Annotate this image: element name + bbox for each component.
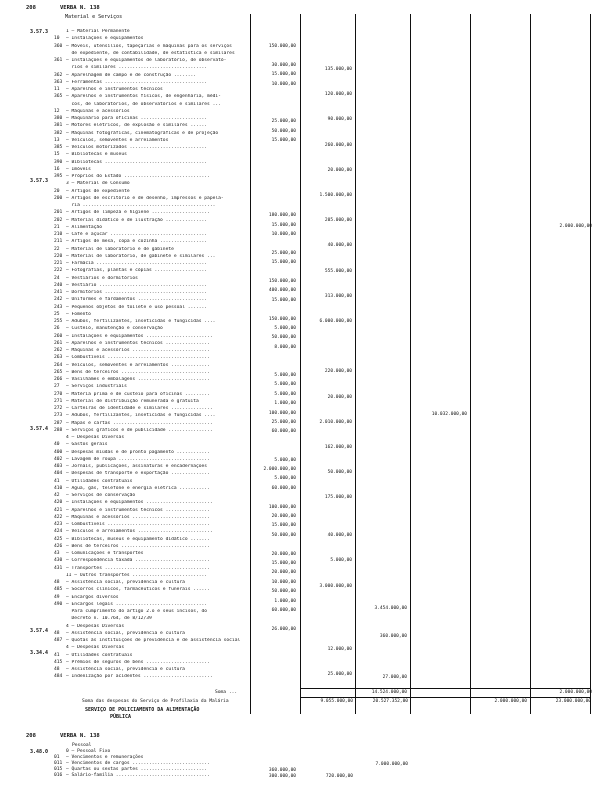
line-item-text: — Combustíveis ..................................... xyxy=(66,522,210,527)
column-rule-2 xyxy=(300,14,301,714)
column-rule-1 xyxy=(250,14,251,714)
section-line-text: — Salário-família .................................. xyxy=(66,773,210,778)
column-1-value: 5.000,00 xyxy=(274,457,296,463)
column-1-value: 60.000,00 xyxy=(271,485,296,491)
line-item-text: — Máquinas e acessórios ............................ xyxy=(66,514,210,520)
column-1-value: 5.000,00 xyxy=(274,373,296,378)
line-item-number: 425 xyxy=(54,536,63,542)
line-item-number: 48 xyxy=(54,667,60,672)
line-item-number: 48 xyxy=(54,580,60,585)
line-item-number: 243 xyxy=(54,304,63,310)
line-item-number: 255 xyxy=(54,319,63,324)
column-1-value: 15.000,00 xyxy=(271,561,296,566)
line-item-text: — Máquinas e acessórios ............................ xyxy=(66,348,210,353)
line-item-text: — Artigos de mesa, copa e cozinha ................. xyxy=(66,239,208,245)
column-2-value: 40.000,00 xyxy=(327,243,352,249)
line-item-number: 287 xyxy=(54,420,63,426)
column-1-value: 20.000,00 xyxy=(271,514,296,519)
total-rule xyxy=(300,688,590,689)
column-1-value: 30.000,00 xyxy=(271,62,296,68)
line-item-text: de expediente, de contabilidade, de estatística e similares xyxy=(66,50,235,56)
column-1-value: 15.000,00 xyxy=(271,260,296,266)
section-col2: 720.000,00 xyxy=(325,774,353,779)
line-item-text: — Instalações e equipamentos ........................ xyxy=(66,333,213,339)
line-item-text: — Bens de terceiros ................................ xyxy=(66,543,210,549)
line-item-number: 403 xyxy=(54,464,63,469)
column-1-value: 5.000,00 xyxy=(274,476,296,482)
line-item-number: 16 xyxy=(54,166,60,172)
line-item-number: 365 xyxy=(54,94,63,100)
line-item-number: 270 xyxy=(54,391,63,397)
line-item-text: cos, de laboratórios, de observatórios e similares ... xyxy=(66,101,221,107)
line-item-text: Para cumprimento do artigo 2.o e seus incisos, do xyxy=(66,609,208,614)
line-item-text: — Alimentação xyxy=(66,224,102,230)
column-2-value: 175.000,00 xyxy=(324,495,352,501)
line-item-number: 385 xyxy=(54,145,63,150)
line-item-text: — Aparelhos e instrumentos físicos, de engenharia, médi- xyxy=(66,94,221,100)
line-item-number: 12 xyxy=(54,108,60,114)
line-item-number: 426 xyxy=(54,543,63,549)
column-2-value: 135.000,00 xyxy=(324,67,352,72)
section-title-2: PÚBLICA xyxy=(110,714,132,720)
column-1-value: 25.000,00 xyxy=(271,119,296,125)
col3-value: 27.000,00 xyxy=(382,675,407,680)
column-rule-7 xyxy=(590,14,591,714)
line-item-text: — Comunicações e transportes xyxy=(66,551,144,556)
code-label: 3.34.4 xyxy=(30,650,49,656)
section-line-text: — Vencimentos de cargos ............................ xyxy=(66,761,210,766)
line-item-text: — Veículos motorizados ............................ xyxy=(66,145,208,150)
line-item-text: — Custeio, manutenção e conservação xyxy=(66,326,163,332)
line-item-number: 402 xyxy=(54,456,63,462)
line-item-text: — Veículos, semoventes e arreiamentos .............. xyxy=(66,362,210,368)
line-item-text: — Máquinas e acessórios xyxy=(66,108,130,114)
column-2-value: 20.000,00 xyxy=(327,394,352,400)
line-item-number: 21 xyxy=(54,224,60,230)
line-item-number: 381 xyxy=(54,123,63,129)
line-item-text: — Lavagem de roupa ................................. xyxy=(66,456,210,462)
line-item-text: — Vestiários e dormitórios xyxy=(66,275,138,281)
line-item-number: 273 xyxy=(54,413,63,419)
total-col3: 14.524.000,00 xyxy=(371,690,407,695)
line-item-text: — Bens de terceiros ................................ xyxy=(66,369,210,375)
line-item-text: — Assistência social, previdência e cultura xyxy=(66,667,185,672)
line-item-text: II — Outros transportes ........................... xyxy=(66,572,208,578)
column-1-value: 5.000,00 xyxy=(274,391,296,397)
section-pessoal: Pessoal xyxy=(72,743,92,748)
line-item-text: — Serviços industriais xyxy=(66,384,127,390)
line-item-text: — Próprios do Estado ............................... xyxy=(66,174,210,179)
line-item-number: 42 xyxy=(54,493,60,498)
column-1-value: 60.000,00 xyxy=(271,608,296,613)
line-item-number: 211 xyxy=(54,239,63,245)
line-item-number: 242 xyxy=(54,297,63,303)
line-item-number: 26 xyxy=(54,326,60,332)
column-1-value: 50.000,00 xyxy=(271,589,296,595)
line-item-text: 4 — Despesas Diversas xyxy=(66,623,125,629)
line-item-number: 431 xyxy=(54,565,63,571)
column-1-value: 15.000,00 xyxy=(271,222,296,228)
column-2-value: 260.000,00 xyxy=(324,142,352,148)
column-2-value: 1.500.000,00 xyxy=(319,193,352,198)
column-1-value: 15.000,00 xyxy=(271,297,296,303)
line-item-text: — Adubos, fertilizantes, inseticidas e fungicidas .... xyxy=(66,413,216,419)
line-item-number: 362 xyxy=(54,72,63,78)
column-2-value: 90.000,00 xyxy=(327,117,352,123)
column-1-value: 15.000,00 xyxy=(271,72,296,78)
column-1-value: 50.000,00 xyxy=(271,532,296,538)
line-item-text: — Adubos, fertilizantes, inseticidas e fungicidas .... xyxy=(66,319,216,324)
section-verba: VERBA N. 138 xyxy=(60,733,100,739)
column-1-value: 8.000,00 xyxy=(274,344,296,350)
line-item-number: 41 xyxy=(54,652,60,658)
line-item-number: 288 xyxy=(54,427,63,433)
section-title: SERVIÇO DE POLICIAMENTO DA ALIMENTAÇÃO xyxy=(85,707,200,713)
total-col3b: 20.527.352,00 xyxy=(372,699,408,704)
line-item-text: — Bibliotecas ..................................... xyxy=(66,159,208,165)
line-item-number: 266 xyxy=(54,377,63,382)
section-line-number: 015 xyxy=(54,767,63,772)
line-item-text: — Transportes ...................................... xyxy=(66,565,210,571)
line-item-number: 261 xyxy=(54,340,63,346)
line-item-number: 27 xyxy=(54,384,60,390)
line-item-text: — Utilidades contratuais xyxy=(66,652,133,658)
section-line-text: — Vencimentos e remunerações xyxy=(66,755,144,760)
line-item-number: 201 xyxy=(54,210,63,216)
line-item-number: 222 xyxy=(54,268,63,274)
line-item-text: — Aparelhagem de campo e de construção ........ xyxy=(66,72,196,78)
line-item-text: — Material didático e de ilustração ............... xyxy=(66,217,208,223)
line-item-number: 484 xyxy=(54,674,63,680)
line-item-text: — Máquinas fotográficas, cinematográficas e de projeção xyxy=(66,130,219,136)
line-item-text: — Utilidades contratuais xyxy=(66,478,133,484)
line-item-number: 221 xyxy=(54,261,63,266)
column-1-value: 150.000,00 xyxy=(268,44,296,49)
code-label: 3.57.3 xyxy=(30,178,49,184)
column-1-value: 26.000,00 xyxy=(271,626,296,632)
column-rule-6 xyxy=(530,14,531,714)
column-1-value: 180.000,00 xyxy=(268,213,296,219)
line-item-text: — Instalações e equipamentos xyxy=(66,36,144,42)
column-1-value: 150.000,00 xyxy=(268,279,296,284)
column-2-value: 5.000,00 xyxy=(330,558,352,564)
column-rule-4 xyxy=(410,14,411,714)
line-item-number: 10 xyxy=(54,36,60,42)
column-1-value: 25.000,00 xyxy=(271,420,296,425)
section-line-number: 011 xyxy=(54,761,63,766)
column-1-value: 5.000,00 xyxy=(274,382,296,388)
line-item-text: — Encargos legais ................................. xyxy=(66,601,208,607)
column-rule-5 xyxy=(470,14,471,714)
line-item-number: 200 xyxy=(54,195,63,201)
line-item-number: 361 xyxy=(54,58,63,63)
col3-value: 360.000,00 xyxy=(379,634,407,639)
line-item-text: 1 — Material Permanente xyxy=(66,29,130,34)
line-item-number: 395 xyxy=(54,174,63,179)
line-item-number: 202 xyxy=(54,217,63,223)
line-item-text: — Água, gás, telefone e energia elétrica ........... xyxy=(66,485,210,491)
column-2-value: 2.010.000,00 xyxy=(319,419,352,425)
column-1-value: 1.000,00 xyxy=(274,598,296,604)
col3-value: 3.454.000,00 xyxy=(374,606,407,611)
line-item-number: 48 xyxy=(54,630,60,636)
column-1-value: 1.000,00 xyxy=(274,401,296,407)
column-2-value: 6.000.000,00 xyxy=(319,319,352,324)
line-item-text: — Instalações e equipamentos de laboratório, de observató- xyxy=(66,58,227,63)
line-item-text: — Encargos diversos xyxy=(66,594,119,600)
line-item-number: 20 xyxy=(54,188,60,194)
column-1-value: 15.000,00 xyxy=(271,138,296,143)
line-item-number: 210 xyxy=(54,232,63,237)
soma-despesas-label: Soma das despesas do Serviço de Profilaxia da Malária xyxy=(82,699,229,704)
line-item-text: — Serviços de conservação xyxy=(66,493,136,498)
column-1-value: 100.000,00 xyxy=(268,504,296,510)
column-2-value: 12.000,00 xyxy=(327,646,352,652)
section-code: 3.48.0 xyxy=(30,749,49,755)
column-1-value: 20.000,00 xyxy=(271,551,296,557)
section-line-number: 016 xyxy=(54,773,63,778)
line-item-text: — Artigos de escritório e de desenho, impressos e papela- xyxy=(66,195,224,201)
column-1-value: 10.000,00 xyxy=(271,579,296,585)
line-item-number: 487 xyxy=(54,638,63,643)
line-item-text: — Imóveis xyxy=(66,166,91,172)
line-item-text: 4 — Despesas Diversas xyxy=(66,645,125,651)
column-2-value: 20.000,00 xyxy=(327,167,352,173)
line-item-number: 422 xyxy=(54,514,63,520)
line-item-number: 430 xyxy=(54,558,63,564)
line-item-text: — Ferramentas ..................................... xyxy=(66,79,208,85)
line-item-number: 40 xyxy=(54,442,60,448)
column-1-value: 5.000,00 xyxy=(274,326,296,331)
line-item-text: — Vestiário ....................................... xyxy=(66,282,208,288)
line-item-text: — Gastos gerais xyxy=(66,442,108,448)
line-item-number: 271 xyxy=(54,398,63,404)
line-item-number: 25 xyxy=(54,311,60,317)
line-item-number: 490 xyxy=(54,601,63,607)
column-2-value: 313.000,00 xyxy=(324,293,352,299)
col4-value: 10.032.000,00 xyxy=(431,412,467,417)
total-rule-2 xyxy=(300,697,590,698)
line-item-number: 380 xyxy=(54,116,63,121)
column-2-value: 40.000,00 xyxy=(327,533,352,539)
line-item-number: 265 xyxy=(54,369,63,375)
line-item-text: — Aparelhos e instrumentos técnicos ................ xyxy=(66,340,210,346)
column-2-value: 555.000,00 xyxy=(324,268,352,274)
line-item-text: — Matéria prima e de custeio para oficinas ......... xyxy=(66,391,210,397)
total-col2: 9.055.000,00 xyxy=(320,699,353,704)
line-item-text: — Assistência social, previdência e cultura xyxy=(66,580,185,585)
line-item-number: 485 xyxy=(54,587,63,593)
line-item-text: — Serviços gráficos e de publicidade ................ xyxy=(66,427,213,433)
column-1-value: 10.000,00 xyxy=(271,81,296,87)
page-subtitle: Material e Serviços xyxy=(65,14,123,20)
line-item-number: 390 xyxy=(54,159,63,165)
line-item-number: 11 xyxy=(54,87,60,92)
line-item-number: 24 xyxy=(54,275,60,281)
line-item-text: — Combustíveis ..................................... xyxy=(66,355,210,361)
line-item-number: 220 xyxy=(54,253,63,259)
total-col6b: 2.000.000,00 xyxy=(494,699,527,704)
section-page-num: 208 xyxy=(26,733,36,739)
column-rule-3 xyxy=(355,14,356,714)
column-2-value: 220.000,00 xyxy=(324,369,352,375)
line-item-number: 260 xyxy=(54,333,63,339)
total-col6: 2.000.000,00 xyxy=(559,690,592,695)
line-item-number: 41 xyxy=(54,478,60,484)
column-2-value: 120.000,00 xyxy=(324,92,352,98)
line-item-number: 421 xyxy=(54,507,63,513)
line-item-text: — Socorros clínicos, farmacêuticos e funerais ...... xyxy=(66,587,210,593)
column-1-value: 2.000.000,00 xyxy=(263,467,296,472)
line-item-text: — Mapas e cartas .................................... xyxy=(66,420,213,426)
section-col1b: 300.000,00 xyxy=(268,774,296,779)
column-1-value: 25.000,00 xyxy=(271,250,296,256)
column-1-value: 10.000,00 xyxy=(271,232,296,237)
code-label: 3.57.4 xyxy=(30,426,49,432)
line-item-text: — Maquinário para oficinas ........................ xyxy=(66,116,208,121)
column-1-value: 60.000,00 xyxy=(271,429,296,435)
line-item-text: — Carteiras de identidade e similares ............... xyxy=(66,406,213,411)
line-item-number: 404 xyxy=(54,471,63,477)
line-item-number: 272 xyxy=(54,406,63,411)
column-2-value: 3.000.000,00 xyxy=(319,583,352,589)
line-item-number: 423 xyxy=(54,522,63,527)
line-item-number: 410 xyxy=(54,485,63,491)
col6-value: 2.000.000,00 xyxy=(559,224,592,229)
line-item-number: 264 xyxy=(54,362,63,368)
line-item-text: — Veículos, semoventes e arreiamentos xyxy=(66,137,169,143)
section-col1a: 360.000,00 xyxy=(268,768,296,773)
line-item-number: 15 xyxy=(54,152,60,158)
line-item-number: 415 xyxy=(54,659,63,665)
line-item-text: — Quotas às instituições de previdência e de assistência social xyxy=(66,638,241,643)
line-item-number: 22 xyxy=(54,246,60,252)
line-item-number: 263 xyxy=(54,355,63,361)
line-item-text: — Fotografias, plantas e cópias ................... xyxy=(66,268,208,274)
column-1-value: 100.000,00 xyxy=(268,410,296,416)
line-item-number: 43 xyxy=(54,551,60,556)
section-line-number: 01 xyxy=(54,755,60,760)
line-item-text: — Aparelhos e instrumentos técnicos xyxy=(66,87,163,92)
line-item-number: 360 xyxy=(54,43,63,49)
line-item-text: — Material de laboratório, de gabinete e similares ... xyxy=(66,253,216,259)
column-2-value: 50.000,00 xyxy=(327,470,352,476)
line-item-number: 363 xyxy=(54,79,63,85)
line-item-number: 382 xyxy=(54,130,63,136)
column-2-value: 205.000,00 xyxy=(324,218,352,224)
column-1-value: 20.000,00 xyxy=(271,570,296,576)
line-item-text: — Jornais, publicações, assinaturas e encadernações xyxy=(66,464,208,469)
line-item-text: — Instalações e equipamentos ........................ xyxy=(66,500,213,506)
line-item-text: 4 — Despesas Diversas xyxy=(66,435,125,440)
line-item-text: — Farmácia ........................................ xyxy=(66,261,208,266)
page-title: VERBA N. 138 xyxy=(60,5,100,11)
column-1-value: 50.000,00 xyxy=(271,128,296,134)
section-line-text: 0 — Pessoal Fixo xyxy=(66,749,111,754)
line-item-text: — Artigos de expediente xyxy=(66,188,130,194)
column-1-value: 15.000,00 xyxy=(271,523,296,529)
line-item-text: — Prêmios de seguros de bens ....................... xyxy=(66,659,210,665)
line-item-text: — Despesas de transporte e exportação .............. xyxy=(66,471,210,477)
code-label: 3.57.4 xyxy=(30,628,49,634)
code-label: 3.57.3 xyxy=(30,29,49,35)
line-item-text: Decreto n. 10.764, de 8/12/39 xyxy=(66,616,152,622)
line-item-number: 49 xyxy=(54,594,60,600)
column-1-value: 400.000,00 xyxy=(268,288,296,294)
column-1-value: 50.000,00 xyxy=(271,335,296,341)
line-item-text: — Bibliotecas, museus e equipamento didático ....... xyxy=(66,536,210,542)
line-item-number: 13 xyxy=(54,137,60,143)
column-1-value: 150.000,00 xyxy=(268,316,296,322)
line-item-text: — Pequenos objetos de toilete e uso pessoal ....... xyxy=(66,304,208,310)
line-item-text: — Café e açúcar ................................... xyxy=(66,232,208,237)
line-item-text: — Móveis, utensílios, tapeçarias e máquinas para os serviços xyxy=(66,43,232,49)
line-item-text: — Correspondência taxada ........................... xyxy=(66,558,210,564)
line-item-text: ria ................................................ xyxy=(66,203,216,208)
line-item-number: 420 xyxy=(54,500,63,506)
line-item-text: — Despesas miúdas e de pronto pagamento ............ xyxy=(66,449,210,455)
line-item-text: — Bibliotecas e museus xyxy=(66,152,127,158)
line-item-text: — Fomento xyxy=(66,311,91,317)
total-col7b: 23.000.000,00 xyxy=(555,699,591,704)
line-item-text: — Vasilhames e embalagens .......................... xyxy=(66,377,210,382)
line-item-number: 424 xyxy=(54,529,63,535)
line-item-text: — Dormitórios ..................................... xyxy=(66,290,208,295)
section-line-text: — Quartas ou sextas partes ........................ xyxy=(66,767,208,772)
line-item-text: — Uniformes e fardamentos ......................... xyxy=(66,297,208,303)
column-2-value: 162.000,00 xyxy=(324,445,352,450)
section-col3: 7.000.000,00 xyxy=(375,762,408,767)
line-item-number: 240 xyxy=(54,282,63,288)
column-2-value: 25.000,00 xyxy=(327,671,352,677)
line-item-text: rios e similares ................................ xyxy=(66,65,208,71)
line-item-text: — Material de distribuição remunerada e gratuita xyxy=(66,398,199,404)
line-item-text: — Assistência social, previdência e cultura xyxy=(66,630,185,636)
line-item-text: — Indenização por acidentes ......................... xyxy=(66,674,213,680)
line-item-text: — Veículos e arreiamentos ........................... xyxy=(66,529,213,535)
line-item-text: — Aparelhos e instrumentos técnicos ................ xyxy=(66,507,210,513)
line-item-text: 3 — Material de Consumo xyxy=(66,181,130,187)
line-item-text: — Motores elétricos, de explosão e similares ...... xyxy=(66,123,208,129)
line-item-number: 241 xyxy=(54,290,63,295)
line-item-number: 400 xyxy=(54,449,63,455)
page-number: 208 xyxy=(26,5,36,11)
line-item-number: 262 xyxy=(54,348,63,353)
soma-label: Soma ... xyxy=(215,690,238,695)
line-item-text: — Artigos de limpeza e higiene ..................... xyxy=(66,210,210,216)
line-item-text: — Material de laboratório e de gabinete xyxy=(66,246,174,252)
